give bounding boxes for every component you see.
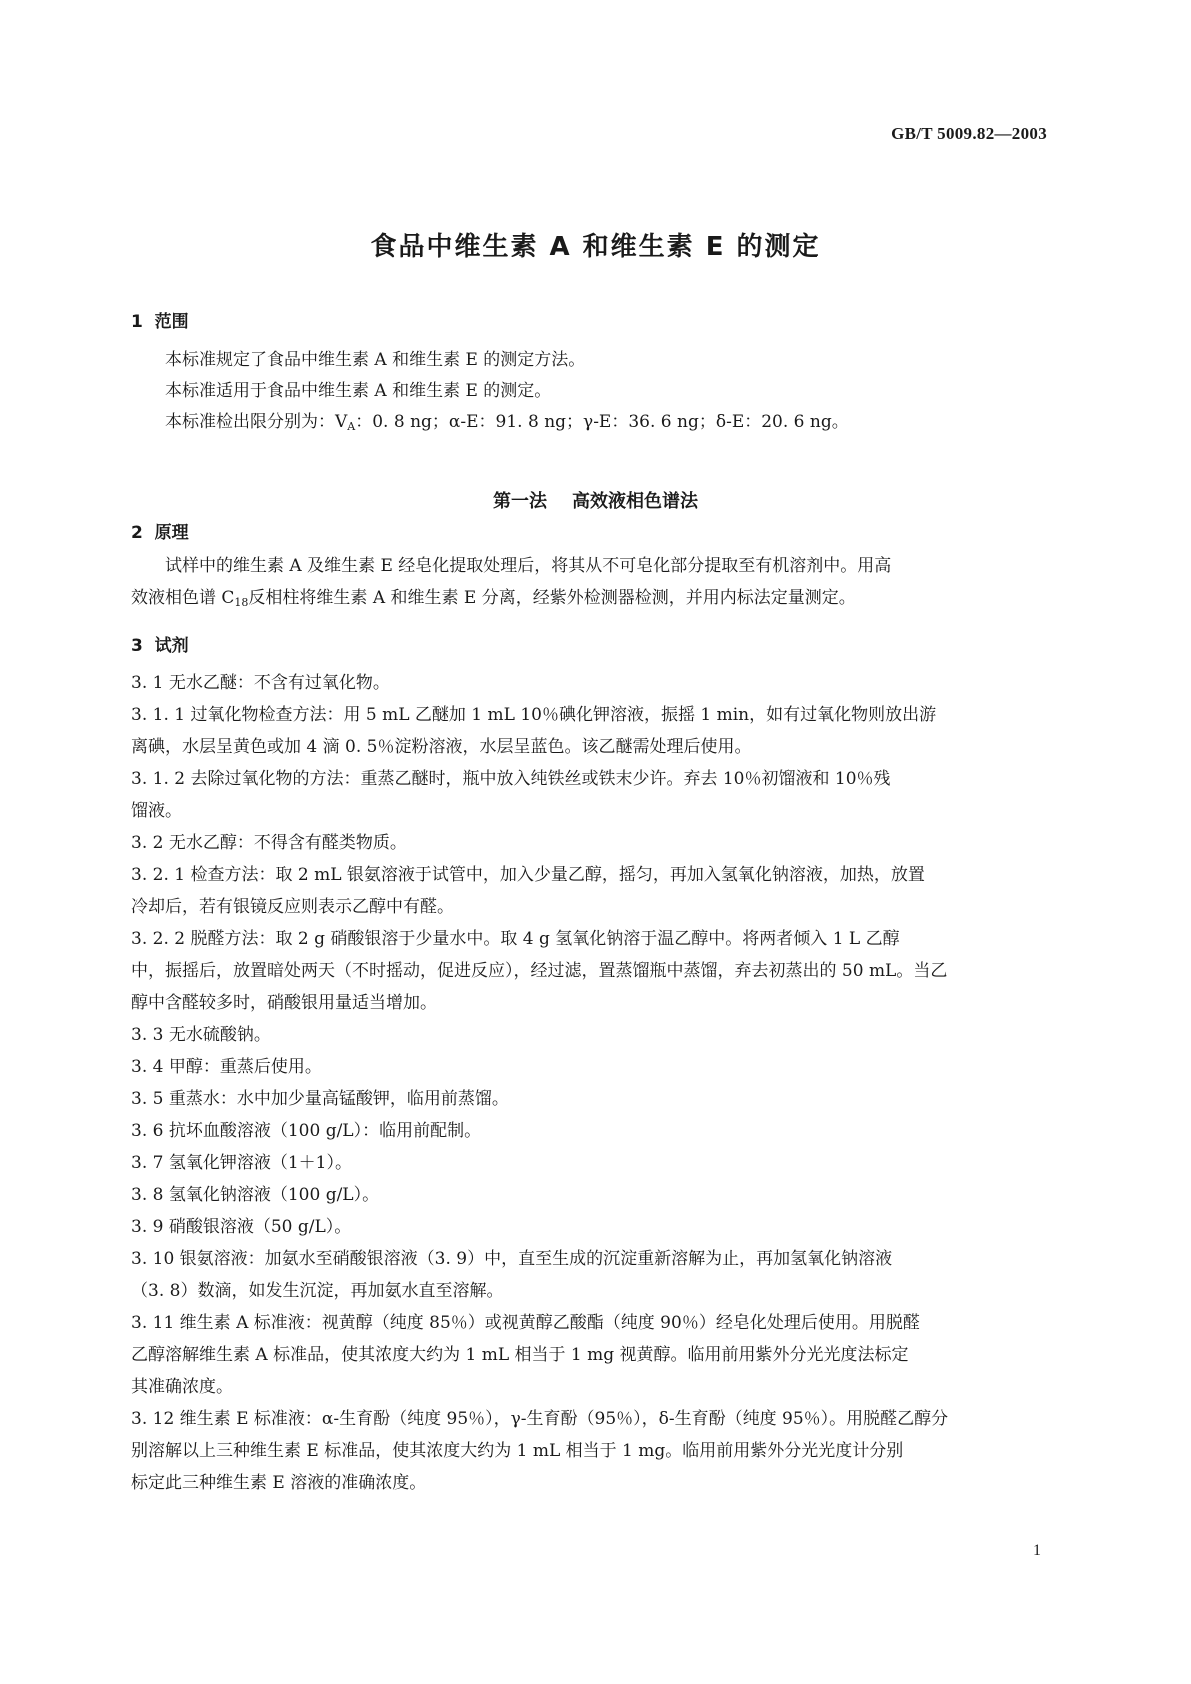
reagent-line: 3. 2 无水乙醇：不得含有醛类物质。 xyxy=(131,833,407,853)
principle-subscript: 18 xyxy=(234,596,249,609)
reagent-3-4 xyxy=(131,1051,1049,1083)
reagent-3-2 xyxy=(131,827,1049,859)
reagent-line: 标定此三种维生素 E 溶液的准确浓度。 xyxy=(131,1473,427,1493)
section-3-heading: 3 试剂 xyxy=(131,636,189,656)
reagent-3-6 xyxy=(131,1115,1049,1147)
reagent-3-2-2 xyxy=(131,923,1049,1019)
reagent-3-8 xyxy=(131,1179,1049,1211)
reagent-line: 醇中含醛较多时，硝酸银用量适当增加。 xyxy=(131,993,437,1013)
reagent-3-1-2 xyxy=(131,763,1049,827)
method-title: 第一法 高效液相色谱法 xyxy=(492,491,699,512)
principle-line-1: 试样中的维生素 A 及维生素 E 经皂化提取处理后，将其从不可皂化部分提取至有机溶剂中。用高 xyxy=(165,556,892,576)
principle-line-2-b: 反相柱将维生素 A 和维生素 E 分离，经紫外检测器检测，并用内标法定量测定。 xyxy=(248,588,856,608)
reagent-line: 其准确浓度。 xyxy=(131,1377,233,1397)
page-number: 1 xyxy=(1033,1542,1041,1559)
reagent-line: 3. 5 重蒸水：水中加少量高锰酸钾，临用前蒸馏。 xyxy=(131,1089,509,1109)
detection-limits xyxy=(131,406,1049,443)
reagent-3-1 xyxy=(131,667,1049,699)
principle-line-2 xyxy=(131,582,1049,619)
reagent-3-9 xyxy=(131,1211,1049,1243)
reagent-3-7 xyxy=(131,1147,1049,1179)
principle-line-2-a: 效液相色谱 C xyxy=(131,588,235,608)
reagent-line: 离碘，水层呈黄色或加 4 滴 0. 5％淀粉溶液，水层呈蓝色。该乙醚需处理后使用。 xyxy=(131,737,752,757)
section-2-heading: 2 原理 xyxy=(131,523,189,543)
reagent-3-11 xyxy=(131,1307,1049,1403)
reagent-line: 3. 3 无水硫酸钠。 xyxy=(131,1025,271,1045)
reagent-line: 3. 9 硝酸银溶液（50 g/L）。 xyxy=(131,1217,352,1237)
reagent-line: 3. 1 无水乙醚：不含有过氧化物。 xyxy=(131,673,390,693)
reagent-line: （3. 8）数滴，如发生沉淀，再加氨水直至溶解。 xyxy=(131,1281,504,1301)
detection-limits-prefix: 本标准检出限分别为：V xyxy=(165,412,348,432)
reagent-3-5 xyxy=(131,1083,1049,1115)
principle-paragraph xyxy=(131,550,1049,619)
reagent-line: 3. 2. 1 检查方法：取 2 mL 银氨溶液于试管中，加入少量乙醇，摇匀，再加入氢氧化钠溶液，加热，放置 xyxy=(131,865,925,885)
reagent-line: 中，振摇后，放置暗处两天（不时摇动，促进反应），经过滤，置蒸馏瓶中蒸馏，弃去初蒸出的 50 mL。当乙 xyxy=(131,961,948,981)
reagent-line: 3. 2. 2 脱醛方法：取 2 g 硝酸银溶于少量水中。取 4 g 氢氧化钠溶于温乙醇中。将两者倾入 1 L 乙醇 xyxy=(131,929,900,949)
reagent-line: 别溶解以上三种维生素 E 标准品，使其浓度大约为 1 mL 相当于 1 mg。临用前用紫外分光光度计分别 xyxy=(131,1441,904,1461)
document-title: 食品中维生素 A 和维生素 E 的测定 xyxy=(370,232,821,262)
reagent-3-10 xyxy=(131,1243,1049,1307)
scope-paragraph-1: 本标准规定了食品中维生素 A 和维生素 E 的测定方法。 xyxy=(165,350,586,370)
reagent-line: 3. 7 氢氧化钾溶液（1＋1）。 xyxy=(131,1153,352,1173)
reagent-line: 3. 8 氢氧化钠溶液（100 g/L）。 xyxy=(131,1185,380,1205)
scope-paragraph-2: 本标准适用于食品中维生素 A 和维生素 E 的测定。 xyxy=(165,381,552,401)
reagent-line: 馏液。 xyxy=(131,801,182,821)
detection-limits-values: ：0. 8 ng；α-E：91. 8 ng；γ-E：36. 6 ng；δ-E：20. 6 ng。 xyxy=(355,412,849,432)
detection-limits-subscript: A xyxy=(347,420,356,433)
standard-code: GB/T 5009.82—2003 xyxy=(891,124,1047,143)
reagent-line: 3. 6 抗坏血酸溶液（100 g/L）：临用前配制。 xyxy=(131,1121,482,1141)
reagent-line: 3. 1. 1 过氧化物检查方法：用 5 mL 乙醚加 1 mL 10％碘化钾溶液，振摇 1 min，如有过氧化物则放出游 xyxy=(131,705,937,725)
reagent-line: 3. 1. 2 去除过氧化物的方法：重蒸乙醚时，瓶中放入纯铁丝或铁末少许。弃去 10％初馏液和 10％残 xyxy=(131,769,891,789)
reagent-3-12 xyxy=(131,1403,1049,1499)
reagent-line: 3. 12 维生素 E 标准液：α-生育酚（纯度 95％），γ-生育酚（95％），δ-生育酚（纯度 95％）。用脱醛乙醇分 xyxy=(131,1409,949,1429)
reagent-3-2-1 xyxy=(131,859,1049,923)
reagent-line: 3. 11 维生素 A 标准液：视黄醇（纯度 85％）或视黄醇乙酸酯（纯度 90％）经皂化处理后使用。用脱醛 xyxy=(131,1313,920,1333)
reagent-line: 3. 4 甲醇：重蒸后使用。 xyxy=(131,1057,322,1077)
reagent-3-1-1 xyxy=(131,699,1049,763)
reagent-line: 乙醇溶解维生素 A 标准品，使其浓度大约为 1 mL 相当于 1 mg 视黄醇。临用前用紫外分光光度法标定 xyxy=(131,1345,909,1365)
reagent-line: 3. 10 银氨溶液：加氨水至硝酸银溶液（3. 9）中，直至生成的沉淀重新溶解为止，再加氢氧化钠溶液 xyxy=(131,1249,893,1269)
reagent-3-3 xyxy=(131,1019,1049,1051)
section-1-heading: 1 范围 xyxy=(131,312,189,332)
reagent-line: 冷却后，若有银镜反应则表示乙醇中有醛。 xyxy=(131,897,454,917)
